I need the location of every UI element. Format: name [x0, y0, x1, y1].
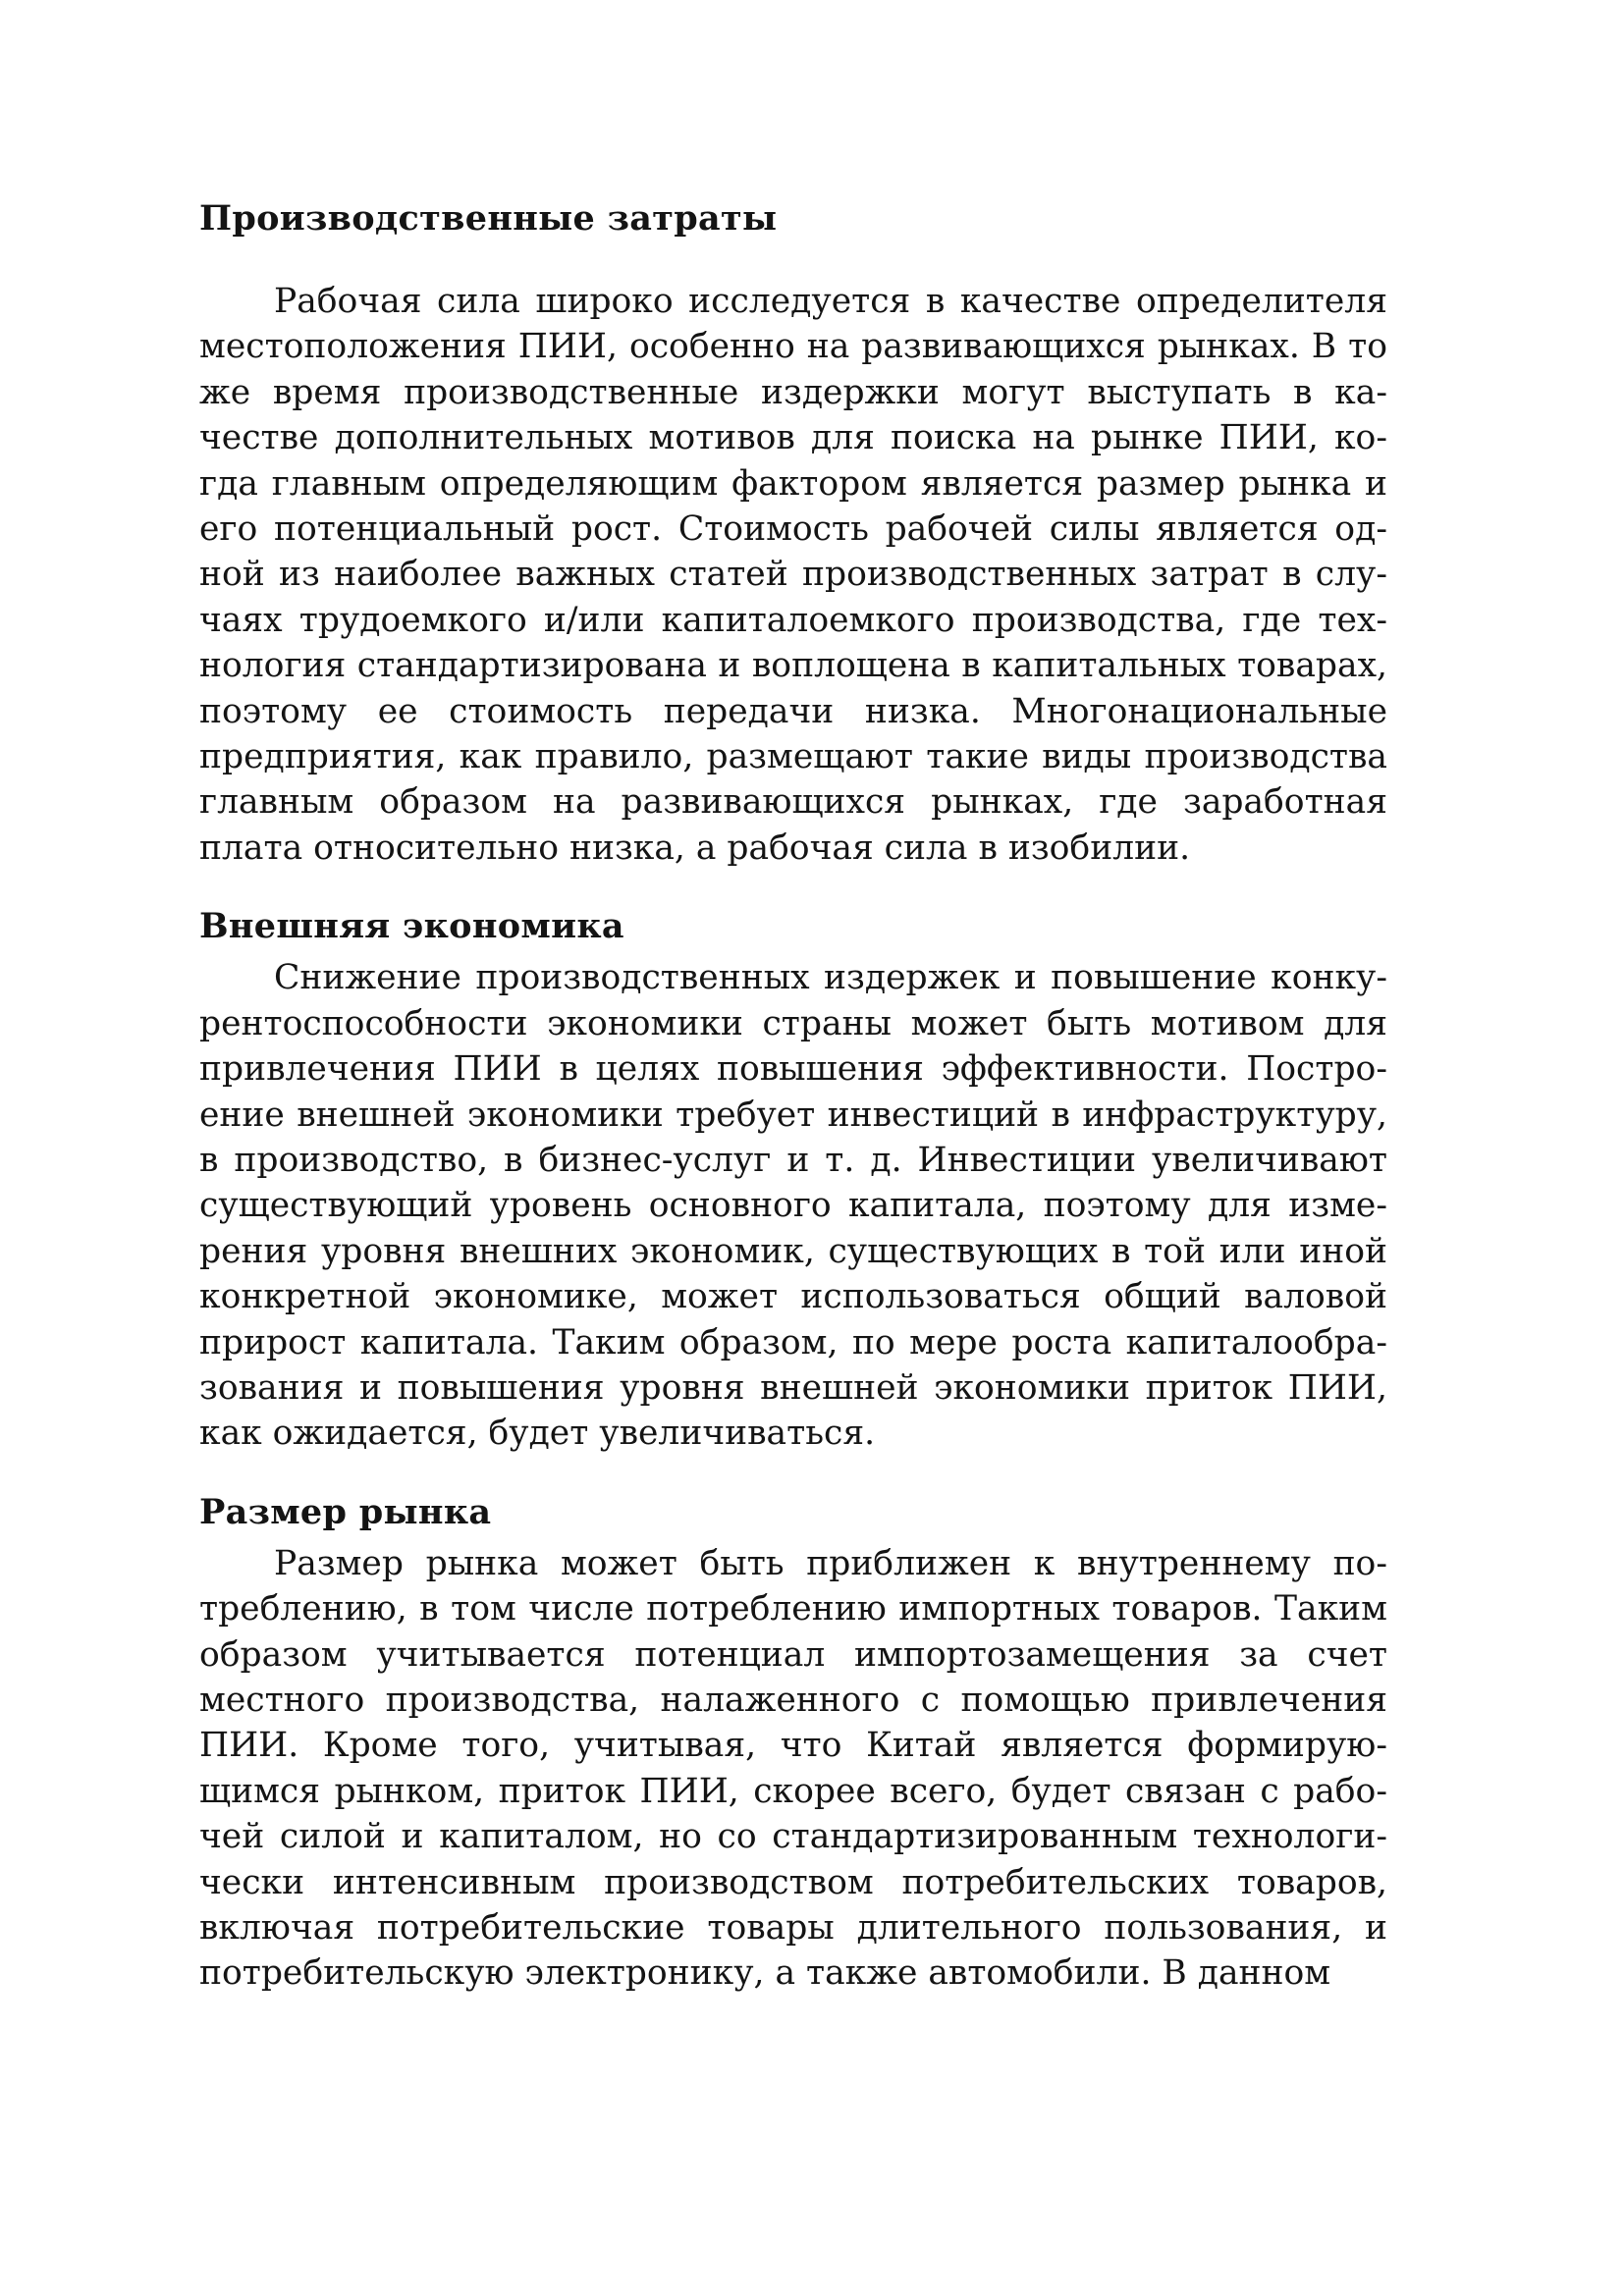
paragraph-external-economy: Снижение производственных издержек и повышение конкурентоспособности экономики страны может быть мотивом для привлечения ПИИ в целях повышения эффективности. Построение внешней экономики требует инвестиций в инфраструктуру, в производство, в бизнес-услуг и т. д. Инвестиции увеличивают существующий уровень основного капитала, поэтому для измерения уровня внешних экономик, существующих в той или иной конкретной экономике, может использоваться общий валовой прирост капитала. Таким образом, по мере роста капиталообразования и повышения уровня внешней экономики приток ПИИ, как ожидается, будет увеличиваться.: [199, 958, 1387, 1454]
section-heading-external-economy: Внешняя экономика: [199, 906, 624, 947]
section-heading-production-costs: Производственные затраты: [199, 198, 778, 239]
paragraph-production-costs: Рабочая сила широко исследуется в качестве определителя местоположения ПИИ, особенно на развивающихся рынках. В то же время производственные издержки могут выступать в качестве дополнительных мотивов для поиска на рынке ПИИ, когда главным определяющим фактором является размер рынка и его потенциальный рост. Стоимость рабочей силы является одной из наиболее важных статей производственных затрат в случаях трудоемкого и/или капиталоемкого производства, где технология стандартизирована и воплощена в капитальных товарах, поэтому ее стоимость передачи низка. Многонациональные предприятия, как правило, размещают такие виды производства главным образом на развивающихся рынках, где заработная плата относительно низка, а рабочая сила в изобилии.: [199, 282, 1387, 868]
paragraph-market-size: Размер рынка может быть приближен к внутреннему потреблению, в том числе потреблению импортных товаров. Таким образом учитывается потенциал импортозамещения за счет местного производства, налаженного с помощью привлечения ПИИ. Кроме того, учитывая, что Китай является формирующимся рынком, приток ПИИ, скорее всего, будет связан с рабочей силой и капиталом, но со стандартизированным технологически интенсивным производством потребительских товаров, включая потребительские товары длительного пользования, и потребительскую электронику, а также автомобили. В данном: [199, 1543, 1387, 1994]
page-content: [199, 196, 1387, 1997]
section-heading-market-size: Размер рынка: [199, 1491, 492, 1532]
